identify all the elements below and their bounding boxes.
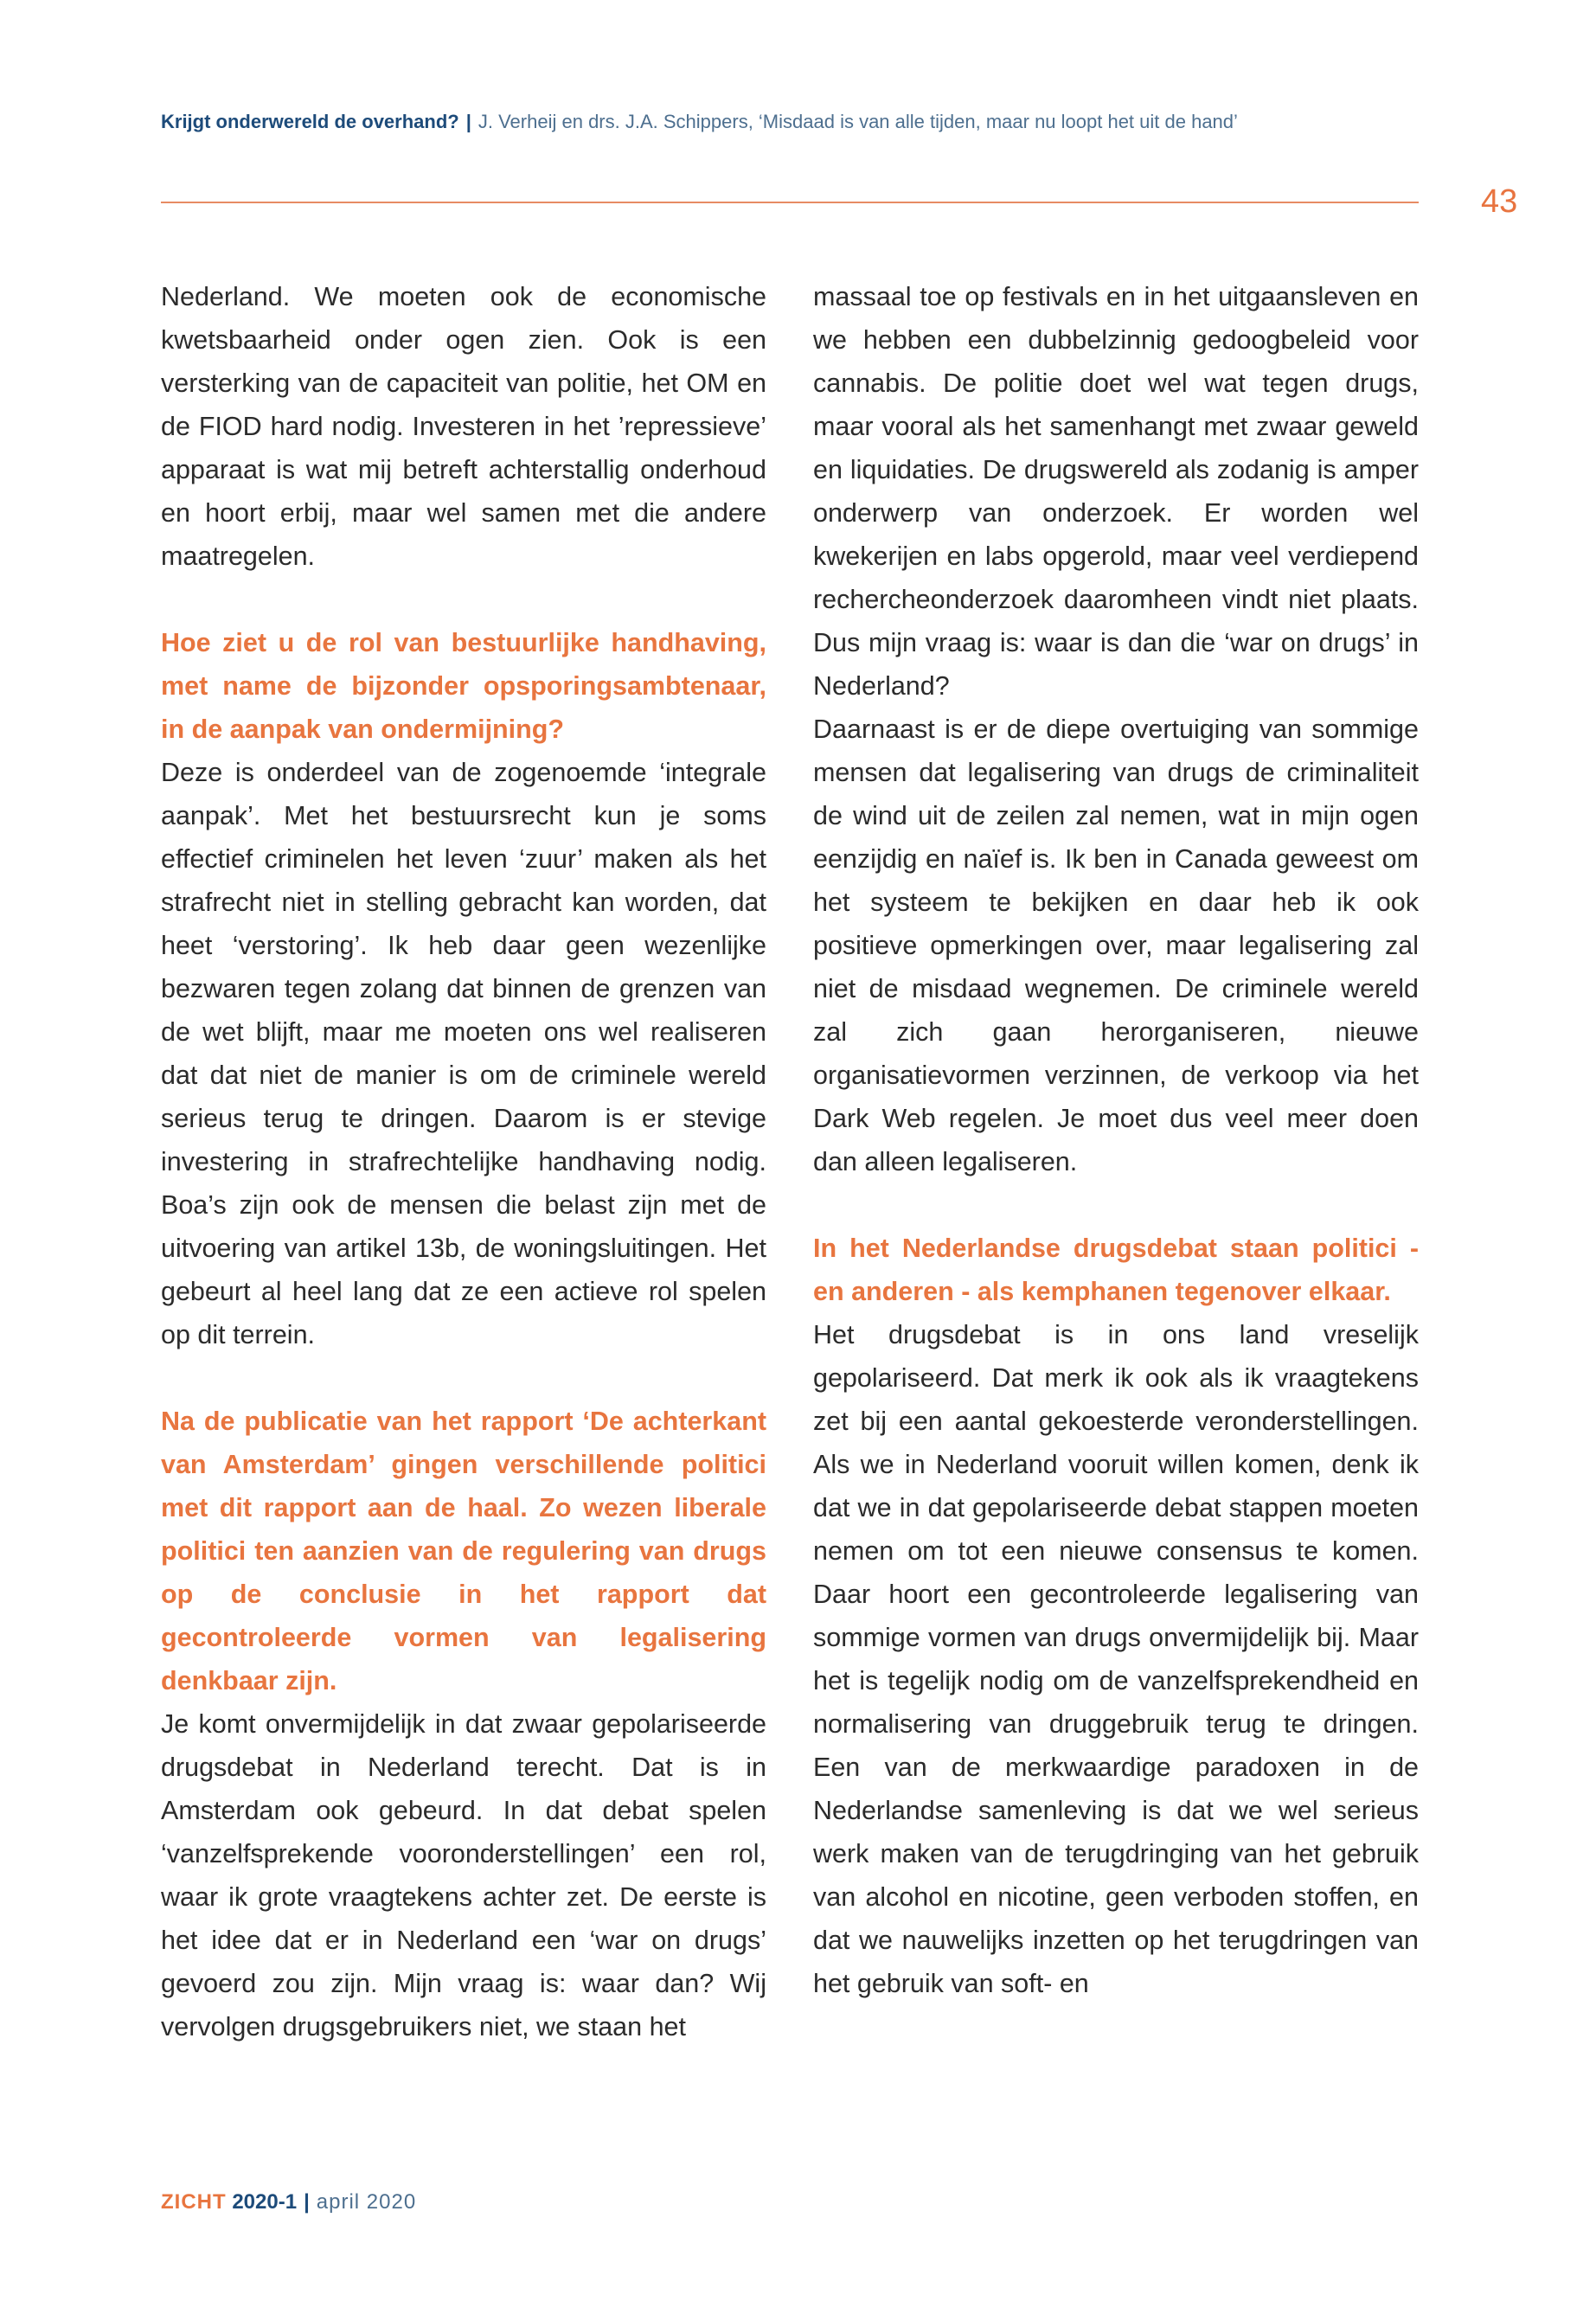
page-footer <box>161 2190 416 2214</box>
paragraph: Deze is onderdeel van de zogenoemde ‘integrale aanpak’. Met het bestuursrecht kun je soms effectief criminelen het leven ‘zuur’ maken als het strafrecht niet in stelling gebracht kan worden, dat heet ‘verstoring’. Ik heb daar geen wezenlijke bezwaren tegen zolang dat binnen de grenzen van de wet blijft, maar me moeten ons wel realiseren dat dat niet de manier is om de criminele wereld serieus terug te dringen. Daarom is er stevige investering in strafrechtelijke handhaving nodig. Boa’s zijn ook de mensen die belast zijn met de uitvoering van artikel 13b, de woningsluitingen. Het gebeurt al heel lang dat ze een actieve rol spelen op dit terrein. <box>161 758 766 1349</box>
header-separator: | <box>465 111 471 132</box>
paragraph: Het drugsdebat is in ons land vreselijk gepolariseerd. Dat merk ik ook als ik vraagtekens zet bij een aantal gekoesterde veronderstellingen. Als we in Nederland vooruit willen komen, denk ik dat we in dat gepolariseerde debat stappen moeten nemen om tot een nieuwe consensus te komen. Daar hoort een gecontroleerde legalisering van sommige vormen van drugs onvermijdelijk bij. Maar het is tegelijk nodig om de vanzelfsprekendheid en normalisering van druggebruik terug te dringen. Een van de merkwaardige paradoxen in de Nederlandse samenleving is dat we wel serieus werk maken van de terugdringing van het gebruik van alcohol en nicotine, geen verboden stoffen, en dat we nauwelijks inzetten op het terugdringen van het gebruik van soft- en <box>813 1320 1419 1998</box>
footer-brand: ZICHT <box>161 2190 227 2214</box>
paragraph: Nederland. We moeten ook de economische kwetsbaarheid onder ogen zien. Ook is een versterking van de capaciteit van politie, het OM en de FIOD hard nodig. Investeren in het ’repressieve’ apparaat is wat mij betreft achterstallig onderhoud en hoort erbij, maar wel samen met die andere maatregelen. <box>161 282 766 571</box>
interview-question: Hoe ziet u de rol van bestuurlijke handhaving, met name de bijzonder opsporingsambtenaar, in de aanpak van ondermijning? <box>161 628 766 744</box>
paragraph: Je komt onvermijdelijk in dat zwaar gepolariseerde drugsdebat in Nederland terecht. Dat is in Amsterdam ook gebeurd. In dat debat spelen ‘vanzelfsprekende vooronderstellingen’ een rol, waar ik grote vraagtekens achter zet. De eerste is het idee dat er in Nederland een ‘war on drugs’ gevoerd zou zijn. Mijn vraag is: waar dan? Wij vervolgen drugsgebruikers niet, we staan het <box>161 1709 766 2041</box>
left-column <box>161 275 766 2048</box>
footer-separator: | <box>304 2190 310 2214</box>
interview-question: In het Nederlandse drugsdebat staan politici - en anderen - als kemphanen tegenover elkaar. <box>813 1234 1419 1306</box>
interview-question: Na de publicatie van het rapport ‘De achterkant van Amsterdam’ gingen verschillende politici met dit rapport aan de haal. Zo wezen liberale politici ten aanzien van de regulering van drugs op de conclusie in het rapport dat gecontroleerde vormen van legalisering denkbaar zijn. <box>161 1407 766 1695</box>
right-column <box>813 275 1419 2005</box>
footer-date: april 2020 <box>316 2190 417 2214</box>
paragraph: Daarnaast is er de diepe overtuiging van sommige mensen dat legalisering van drugs de criminaliteit de wind uit de zeilen zal nemen, wat in mijn ogen eenzijdig en naïef is. Ik ben in Canada geweest om het systeem te bekijken en daar heb ik ook positieve opmerkingen over, maar legalisering zal niet de misdaad wegnemen. De criminele wereld zal zich gaan herorganiseren, nieuwe organisatievormen verzinnen, de verkoop via het Dark Web regelen. Je moet dus veel meer doen dan alleen legaliseren. <box>813 715 1419 1176</box>
footer-issue: 2020-1 <box>232 2190 298 2214</box>
header-title: Krijgt onderwereld de overhand? <box>161 111 459 132</box>
running-header <box>161 111 1424 133</box>
header-rule <box>161 202 1419 203</box>
header-subtitle: J. Verheij en drs. J.A. Schippers, ‘Misdaad is van alle tijden, maar nu loopt het uit de hand’ <box>478 111 1238 132</box>
paragraph: massaal toe op festivals en in het uitgaansleven en we hebben een dubbelzinnig gedoogbeleid voor cannabis. De politie doet wel wat tegen drugs, maar vooral als het samenhangt met zwaar geweld en liquidaties. De drugswereld als zodanig is amper onderwerp van onderzoek. Er worden wel kwekerijen en labs opgerold, maar veel verdiepend rechercheonderzoek daaromheen vindt niet plaats. Dus mijn vraag is: waar is dan die ‘war on drugs’ in Nederland? <box>813 282 1419 701</box>
page-number: 43 <box>1481 183 1518 220</box>
